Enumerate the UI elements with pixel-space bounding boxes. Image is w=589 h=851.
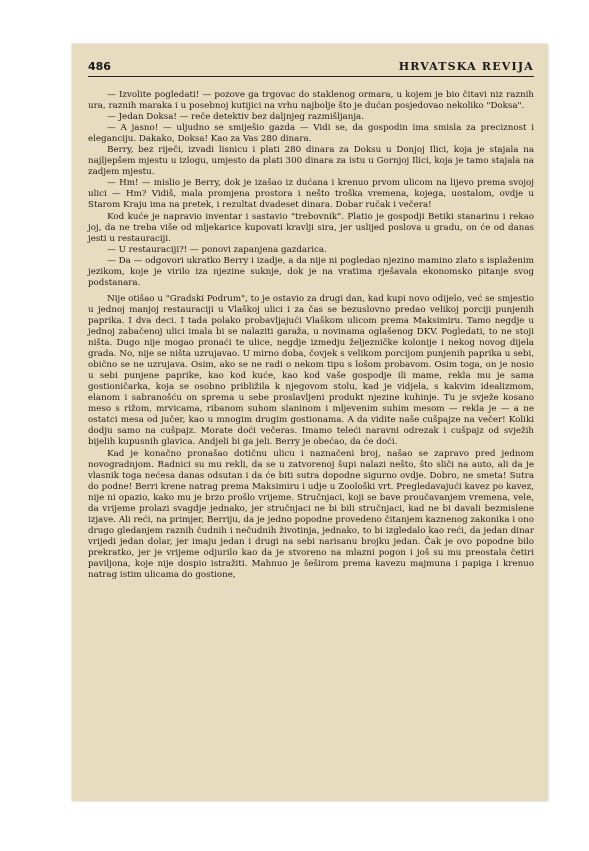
paragraph: — U restauraciji?! — ponovi zapanjena gazdarica. [107,244,327,255]
header-rule [88,76,534,77]
paragraph: Nije otišao u "Gradski Podrum", to je ostavio za drugi dan, kad kupi novo odijelo, već se smjestio u jednoj manjoj restauraciji u Vlaškoj ulici i za čas se bezuslovno predao velikoj porciji punjenih paprika. I dva deci. I tada polako probavljajući Vlaškom ulicom prema Maksimiru. Tamo negdje u jednoj zabačenoj ulici imala bi se nalaziti garaža, u novinama oglašenog DKV. Pogledati, to ne stoji ništa. Dugo nije mogao pronaći te ulice, negdje izmedju željezničke kolonije i nekog novog dijela grada. No, nije se ništa uzrujavao. U mirno doba, čovjek s velikom porcijom punjenih paprika u sebi, obično se ne uzrujava. Osim, ako se ne radi o nekom tipu s lošom probavom. Osim toga, on je nosio u sebi punjene paprike, kao kod kuće, kao kod vaše gospodje ili mame, rekla mu je sama gostioničarka, koja se osobno približila k njegovom stolu, kad je vidjela, s kakvim idealizmom, elanom i sabranošću on sprema u sebe proslavljeni produkt njezine kuhinje. Tu je svježe kosano meso s rižom, mrvicama, ribanom suhom slaninom i mljevenim suhim mesom — rekla je — a ne ostatci mesa od jučer, kao u mnogim drugim gostionama. A da vidite naše cušpajze na večer! Koliki dodju samo na cušpajz. Morate doći večeras. Imamo teleći naravni odrezak i cušpajz od svježih bijelih kupusnih glavica. Andjeli bi ga jeli. Berry je obećao, da će doći. [88,293,534,448]
magazine-page [72,44,548,801]
paragraph: Kad je konačno pronašao dotičnu ulicu i naznačeni broj, našao se zapravo pred jednom novogradnjom. Radnici su mu rekli, da se u zatvorenoj šupi nalazi nešto, što sliči na auto, ali da je vlasnik toga nećesa danas odsutan i da će biti sutra dopodne sigurno ovdje. Dobro, ne smeta! Sutra do podne! Berri krene natrag prema Maksimiru i udje u Zoološki vrt. Pregledavajući kavez po kavez, nije ni opazio, kako mu je brzo prošlo vrijeme. Stručnjaci, koji se bave proučavanjem vremena, vele, da vrijeme prolazi svagdje jednako, jer stručnjaci ne bi bili stručnjaci, kad ne bi davali bezmislene izjave. Ali reći, na primjer, Berriju, da je jedno popodne provedeno čitanjem kaznenog zakonika i ono drugo gledanjem raznih čudnih i nečudnih životinja, jednako, to bi izgledalo kao reći, da jedan dinar vrijedi jedan dolar, jer imaju jedan i drugi na sebi narisanu brojku jedan. Čak je ovo popodne bilo prekratko, jer je vrijeme odjurilo kao da je stvoreno na mlazni pogon i još su mu preostala četiri paviljona, koje nije dospio istražiti. Mahnuo je šeširom prema kavezu majmuna i papiga i krenuo natrag istim ulicama do gostione, [88,448,534,581]
paragraph: Berry, bez riječi, izvadi lisnicu i plati 280 dinara za Doksu u Donjoj Ilici, koja je stajala na najljepšem mjestu u izlogu, umjesto da plati 300 dinara za istu u Gornjoj Ilici, koja je tamo stajala na zadjem mjestu. [88,145,534,178]
paragraph: — Izvolite pogledati! — pozove ga trgovac do staklenog ormara, u kojem je bio čitavi niz raznih ura, raznih maraka i u posebnoj kutijici na vrhu najbolje što je dućan posjedovao nekoliko "Doksa". [88,90,534,112]
paragraph: — A jasno! — uljudno se smiješio gazda — Vidi se, da gospodin ima smisla za preciznost i eleganciju. Dakako, Doksa! Kao za Vas 280 dinara. [88,123,534,145]
paragraph: — Jedan Doksa! — reče detektiv bez daljnjeg razmišljanja. [107,112,364,123]
page-number: 486 [88,60,111,73]
page-header [88,56,534,76]
body-text [88,90,534,795]
paragraph: Kod kuće je napravio inventar i sastavio "trebovnik". Platio je gospodji Betiki stanarinu i rekao joj, da ne treba više od mljekarice kupovati kravlji sira, jer uslijed poslova u gradu, on će od danas jesti u restauraciji. [88,211,534,244]
paragraph: — Hm! — mislio je Berry, dok je izašao iz dućana i krenuo prvom ulicom na lijevo prema svojoj ulici — Hm? Vidiš, mala promjena prostora i nešto troška vremena, kojega, uostalom, ovdje u Starom Kraju ima na pretek, i rezultat dvadeset dinara. Dobar ručak i večera! [88,178,534,211]
running-title: HRVATSKA REVIJA [398,60,534,73]
paragraph: — Da — odgovori ukratko Berry i izadje, a da nije ni pogledao njezino mamino zlato s isplaženim jezikom, koje je virilo iza njezine suknje, dok je na vratima rješavala ekonomsko pitanje svog podstanara. [88,255,534,288]
